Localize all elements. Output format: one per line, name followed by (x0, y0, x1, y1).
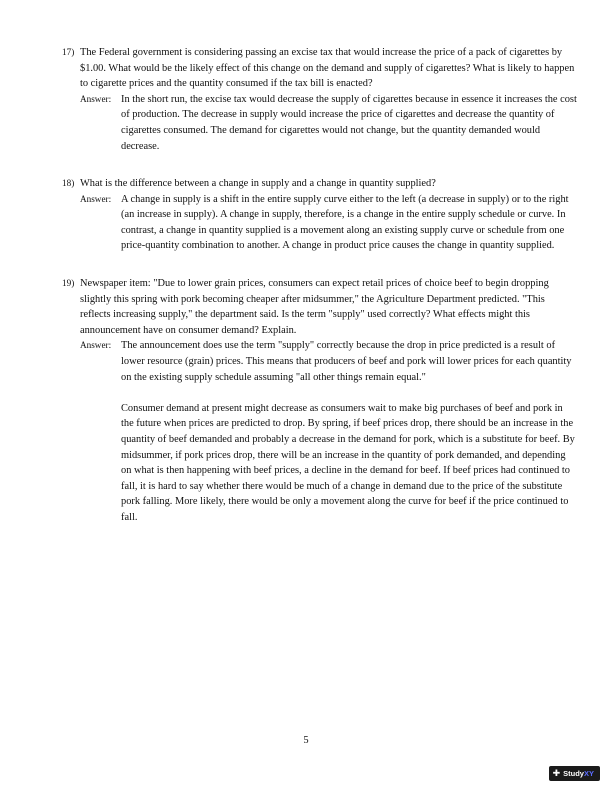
question-18 (62, 176, 578, 254)
question-number: 18) (62, 178, 75, 188)
answer-paragraph: Consumer demand at present might decrease as consumers wait to make big purchases of beef and pork in the future when prices are predicted to drop. By spring, if beef prices drop, there should be an increase in the quantity of beef demanded and probably a decrease in the demand for pork, which is a substitute for beef. By midsummer, if pork prices drop, there will be an increase in the quantity of pork demanded, and depending on what is then happening with beef prices, a decline in the demand for beef. If beef prices had continued to fall, it is hard to say whether there would be much of a change in demand due to the price of the substitute pork falling. More likely, there would be only a movement along the curve for beef if the price continued to fall. (121, 402, 575, 523)
answer-label: Answer: (80, 193, 112, 204)
answer-paragraph: The announcement does use the term "supply" correctly because the drop in price predicted is a result of lower resource (grain) prices. This means that producers of beef and pork will lower prices for each quantity on the existing supply schedule assuming "all other things remain equal." (121, 340, 572, 383)
answer-label: Answer: (80, 340, 112, 351)
question-prompt (62, 45, 578, 92)
studyxy-badge[interactable] (549, 766, 600, 781)
question-19 (62, 276, 578, 526)
answer-block (62, 338, 578, 525)
answer-block (62, 192, 578, 254)
answer-block (62, 92, 578, 154)
question-17 (62, 45, 578, 154)
question-prompt (62, 176, 578, 192)
page-number: 5 (303, 735, 309, 746)
plus-icon: ✚ (552, 768, 561, 778)
badge-suffix: XY (583, 769, 594, 778)
question-text: The Federal government is considering passing an excise tax that would increase the price of a pack of cigarettes by $1.00. What would be the likely effect of this change on the demand and supply of cigarettes? What is likely to happen to cigarette prices and the quantity consumed if the tax bill is enacted? (80, 47, 575, 90)
answer-label: Answer: (80, 93, 112, 104)
badge-text (563, 769, 594, 778)
question-number: 17) (62, 47, 75, 57)
question-text: What is the difference between a change in supply and a change in quantity supplied? (80, 178, 436, 189)
answer-paragraph: A change in supply is a shift in the entire supply curve either to the left (a decrease in supply) or to the right (an increase in supply). A change in supply, therefore, is a change in the entire supply schedule or curve. In contrast, a change in quantity supplied is a movement along an existing supply curve or schedule from one price-quantity combination to another. A change in product price causes the change in quantity supplied. (121, 193, 569, 252)
badge-prefix: Study (563, 769, 584, 778)
question-number: 19) (62, 278, 75, 288)
question-text: Newspaper item: "Due to lower grain prices, consumers can expect retail prices of choice beef to begin dropping slightly this spring with pork becoming cheaper after midsummer," the Agriculture Department predicted. "This reflects increasing supply," the department said. Is the term "supply" used correctly? What effects might this announcement have on consumer demand? Explain. (80, 278, 549, 336)
answer-paragraph: In the short run, the excise tax would decrease the supply of cigarettes because in essence it increases the cost of production. The decrease in supply would increase the price of cigarettes and decrease the quantity of cigarettes consumed. The demand for cigarettes would not change, but the quantity demanded would decrease. (121, 93, 577, 152)
question-prompt (62, 276, 578, 338)
